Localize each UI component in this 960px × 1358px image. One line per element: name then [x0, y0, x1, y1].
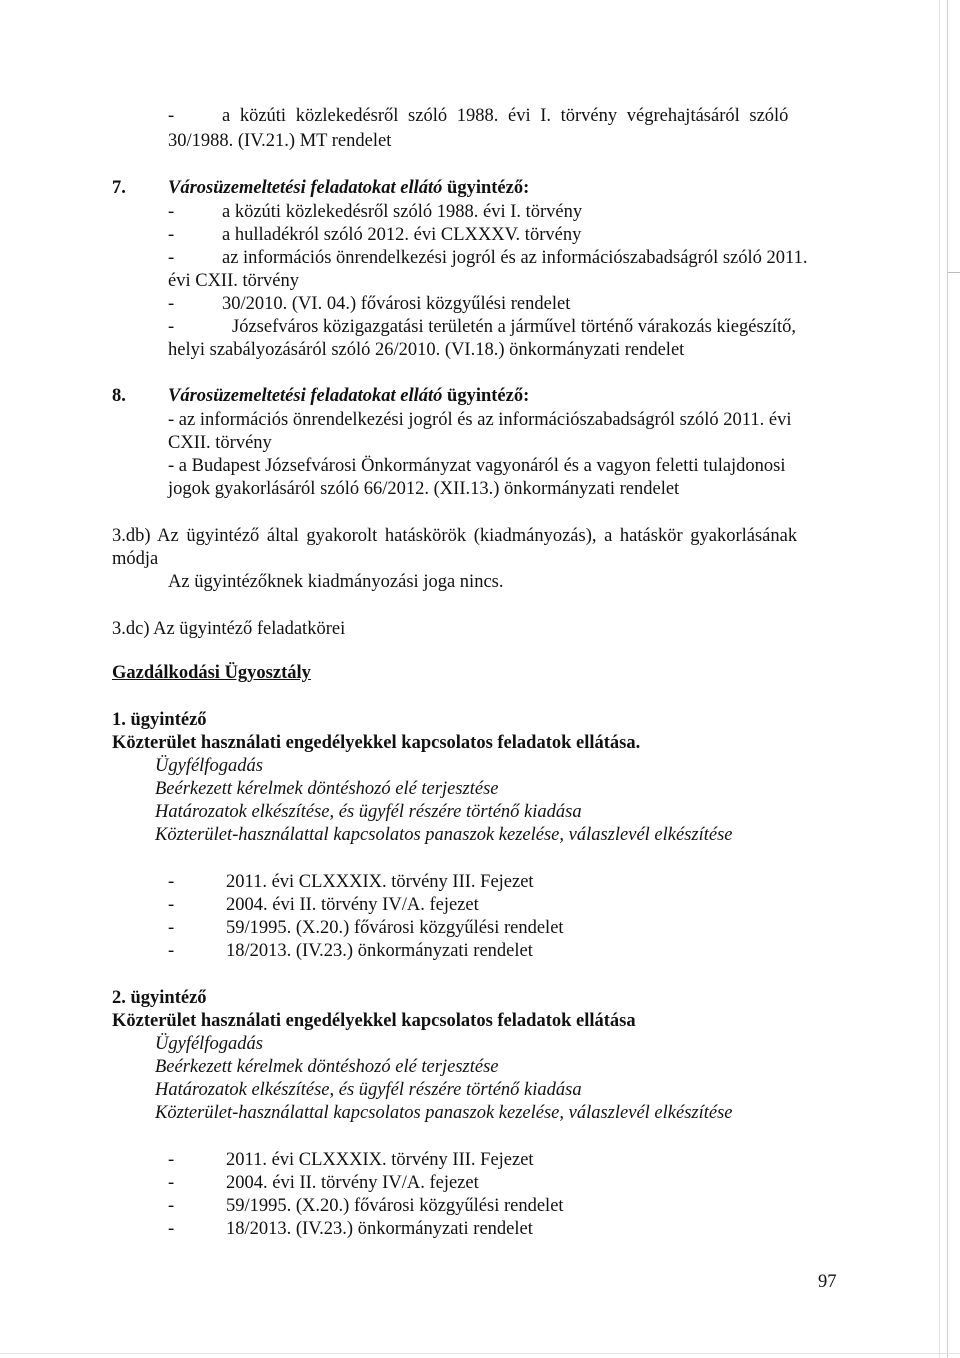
law-reference: 59/1995. (X.20.) fővárosi közgyűlési rendelet	[226, 918, 564, 938]
duty-item: Határozatok elkészítése, és ügyfél részére történő kiadása	[155, 802, 582, 822]
list-dash: -	[168, 202, 175, 222]
list-dash: -	[168, 872, 175, 892]
law-reference-continuation: CXII. törvény	[168, 433, 272, 453]
section-heading	[168, 387, 529, 406]
law-reference: a közúti közlekedésről szóló 1988. évi I. törvény	[222, 202, 583, 222]
duty-item: Közterület-használattal kapcsolatos panaszok kezelése, válaszlevél elkészítése	[155, 825, 733, 845]
law-reference: a közúti közlekedésről szóló 1988. évi I. törvény végrehajtásáról szóló	[222, 106, 789, 126]
duty-item: Beérkezett kérelmek döntéshozó elé terjesztése	[155, 779, 499, 799]
law-reference: 2011. évi CLXXXIX. törvény III. Fejezet	[226, 1150, 534, 1170]
list-dash: -	[168, 106, 175, 126]
law-reference: 59/1995. (X.20.) fővárosi közgyűlési rendelet	[226, 1196, 564, 1216]
list-dash: -	[168, 1219, 175, 1239]
scan-edge-line	[947, 0, 948, 1358]
duty-item: Határozatok elkészítése, és ügyfél részére történő kiadása	[155, 1080, 582, 1100]
department-title: Gazdálkodási Ügyosztály	[112, 663, 311, 683]
section-number: 8.	[112, 386, 126, 406]
clerk-title: 2. ügyintéző	[112, 988, 207, 1008]
subsection-heading: 3.dc) Az ügyintéző feladatkörei	[112, 619, 346, 639]
duty-item: Ügyfélfogadás	[155, 1034, 263, 1054]
list-dash: -	[168, 225, 175, 245]
list-dash: -	[168, 1173, 175, 1193]
section-heading-bold: ügyintéző:	[447, 178, 530, 198]
law-reference: 2004. évi II. törvény IV/A. fejezet	[226, 1173, 479, 1193]
law-reference-continuation: 30/1988. (IV.21.) MT rendelet	[168, 131, 392, 151]
section-number: 7.	[112, 178, 126, 198]
list-dash: -	[168, 918, 175, 938]
section-heading	[168, 179, 529, 198]
scan-edge-mark	[948, 272, 960, 273]
law-reference: a hulladékról szóló 2012. évi CLXXXV. törvény	[222, 225, 582, 245]
law-reference-continuation: helyi szabályozásáról szóló 26/2010. (VI.18.) önkormányzati rendelet	[168, 340, 685, 360]
authority-statement: Az ügyintézőknek kiadmányozási joga nincs.	[168, 572, 504, 592]
task-title: Közterület használati engedélyekkel kapcsolatos feladatok ellátása.	[112, 733, 641, 753]
section-heading-italic: Városüzemeltetési feladatokat ellátó	[168, 386, 443, 406]
list-dash: -	[168, 294, 175, 314]
law-reference-continuation: évi CXII. törvény	[168, 271, 300, 291]
subsection-heading-continuation: módja	[112, 549, 159, 569]
law-reference: - az információs önrendelkezési jogról és az információszabadságról szóló 2011. évi	[168, 410, 792, 430]
list-dash: -	[168, 941, 175, 961]
section-heading-italic: Városüzemeltetési feladatokat ellátó	[168, 178, 443, 198]
duty-item: Beérkezett kérelmek döntéshozó elé terjesztése	[155, 1057, 499, 1077]
list-dash: -	[168, 317, 175, 337]
law-reference: 2011. évi CLXXXIX. törvény III. Fejezet	[226, 872, 534, 892]
law-reference-continuation: jogok gyakorlásáról szóló 66/2012. (XII.13.) önkormányzati rendelet	[168, 479, 680, 499]
law-reference: Józsefváros közigazgatási területén a járművel történő várakozás kiegészítő,	[232, 317, 797, 337]
list-dash: -	[168, 1150, 175, 1170]
scan-edge-line	[0, 1353, 960, 1354]
law-reference: az információs önrendelkezési jogról és az információszabadságról szóló 2011.	[222, 248, 808, 268]
scan-edge-line	[939, 0, 940, 1358]
law-reference: 18/2013. (IV.23.) önkormányzati rendelet	[226, 941, 533, 961]
law-reference: 18/2013. (IV.23.) önkormányzati rendelet	[226, 1219, 533, 1239]
law-reference: - a Budapest Józsefvárosi Önkormányzat vagyonáról és a vagyon feletti tulajdonosi	[168, 456, 786, 476]
list-dash: -	[168, 1196, 175, 1216]
page-number: 97	[818, 1272, 837, 1292]
list-dash: -	[168, 895, 175, 915]
duty-item: Ügyfélfogadás	[155, 756, 263, 776]
subsection-heading: 3.db) Az ügyintéző által gyakorolt hatáskörök (kiadmányozás), a hatáskör gyakorlásának	[112, 526, 798, 546]
duty-item: Közterület-használattal kapcsolatos panaszok kezelése, válaszlevél elkészítése	[155, 1103, 733, 1123]
law-reference: 30/2010. (VI. 04.) fővárosi közgyűlési rendelet	[222, 294, 571, 314]
law-reference: 2004. évi II. törvény IV/A. fejezet	[226, 895, 479, 915]
section-heading-bold: ügyintéző:	[447, 386, 530, 406]
list-dash: -	[168, 248, 175, 268]
task-title: Közterület használati engedélyekkel kapcsolatos feladatok ellátása	[112, 1011, 636, 1031]
clerk-title: 1. ügyintéző	[112, 710, 207, 730]
